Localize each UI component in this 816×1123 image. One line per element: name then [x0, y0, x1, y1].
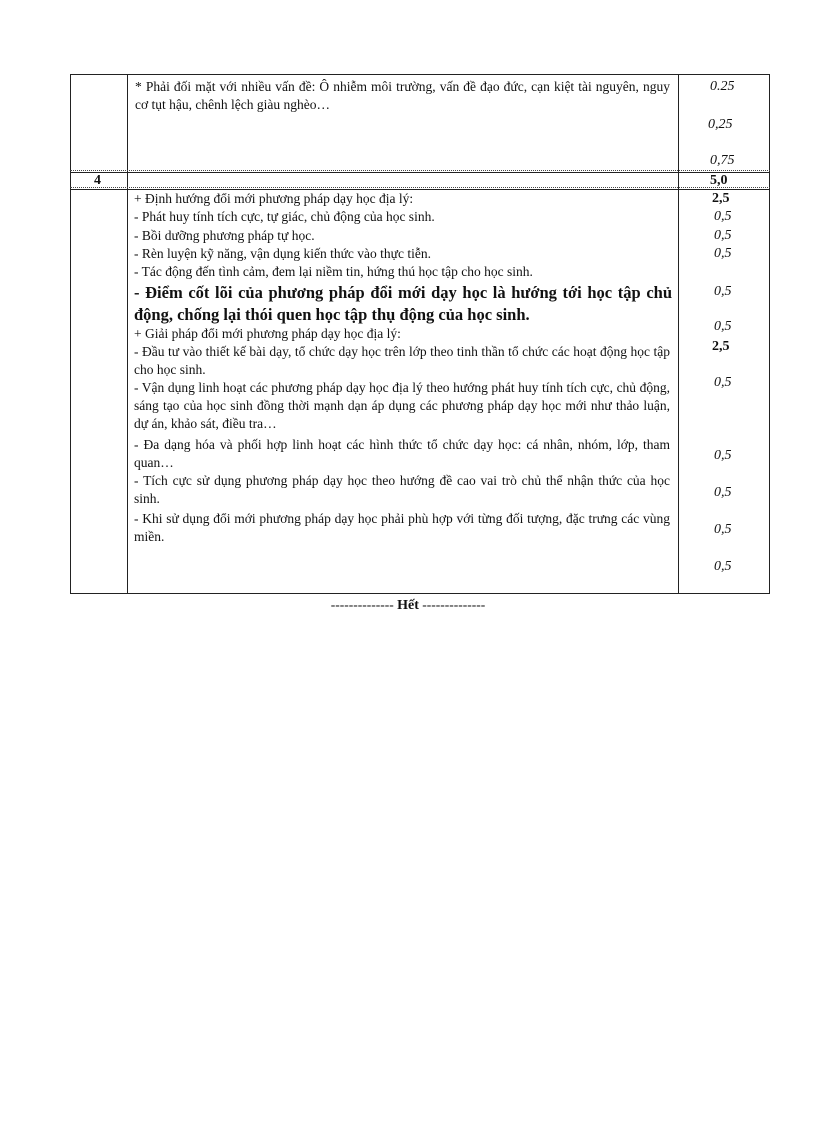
- score-item: 0,5: [714, 246, 732, 261]
- orientation-item: - Rèn luyện kỹ năng, vận dụng kiến thức vào thực tiễn.: [134, 246, 431, 261]
- column-divider-1: [127, 74, 128, 594]
- score-item: 0,5: [714, 209, 732, 224]
- orientation-item: - Tác động đến tình cảm, đem lại niềm tin, hứng thú học tập cho học sinh.: [134, 264, 533, 279]
- score-item: 0,5: [714, 559, 732, 574]
- score-solution-total: 2,5: [712, 339, 730, 354]
- question-number: 4: [94, 173, 101, 188]
- row3-score-2: 0,25: [708, 117, 733, 132]
- score-item: 0,5: [714, 448, 732, 463]
- solution-item: - Vận dụng linh hoạt các phương pháp dạy học địa lý theo hướng phát huy tính tích cực, chủ động, sáng tạo của học sinh đồng thời mạnh dạn áp dụng các phương pháp dạy học mới như thảo luận, dự án, khảo sát, điều tra…: [134, 380, 670, 431]
- solution-item: - Khi sử dụng đổi mới phương pháp dạy học phải phù hợp với từng đối tượng, đặc trưng các vùng miền.: [134, 511, 670, 544]
- score-item: 0,5: [714, 228, 732, 243]
- end-marker: [0, 597, 816, 614]
- row3-score-1: 0.25: [710, 79, 735, 94]
- solution-item: - Đa dạng hóa và phối hợp linh hoạt các hình thức tổ chức dạy học: cá nhân, nhóm, lớp, tham quan…: [134, 437, 670, 470]
- question-total-score: 5,0: [710, 173, 728, 188]
- score-item: 0,5: [714, 485, 732, 500]
- score-item: 0,5: [714, 284, 732, 299]
- score-orientation-total: 2,5: [712, 191, 730, 206]
- core-point-text: - Điểm cốt lõi của phương pháp đổi mới dạy học là hướng tới học tập chủ động, chống lại thói quen học tập thụ động của học sinh.: [134, 283, 672, 324]
- score-item: 0,5: [714, 375, 732, 390]
- solution-heading: + Giải pháp đổi mới phương pháp dạy học địa lý:: [134, 326, 401, 341]
- orientation-item: - Phát huy tính tích cực, tự giác, chủ động của học sinh.: [134, 209, 435, 224]
- row-divider-top-solid: [70, 172, 770, 173]
- end-dashes-left: --------------: [330, 597, 394, 612]
- row3-text: * Phải đối mặt với nhiều vấn đề: Ô nhiễm môi trường, vấn đề đạo đức, cạn kiệt tài nguyên, nguy cơ tụt hậu, chênh lệch giàu nghèo…: [135, 79, 670, 112]
- orientation-heading: + Định hướng đổi mới phương pháp dạy học địa lý:: [134, 191, 414, 206]
- end-word: Hết: [397, 598, 419, 613]
- row-divider-top: [70, 170, 770, 171]
- orientation-item: - Bồi dưỡng phương pháp tự học.: [134, 228, 315, 243]
- column-divider-2: [678, 74, 679, 594]
- score-item: 0,5: [714, 522, 732, 537]
- score-item: 0,5: [714, 319, 732, 334]
- row-divider-bottom: [70, 187, 770, 188]
- end-dashes-right: --------------: [422, 597, 486, 612]
- solution-item: - Đầu tư vào thiết kế bài dạy, tổ chức dạy học trên lớp theo tinh thần tổ chức các hoạt động học tập cho học sinh.: [134, 344, 670, 377]
- solution-item: - Tích cực sử dụng phương pháp dạy học theo hướng đề cao vai trò chủ thể nhận thức của học sinh.: [134, 473, 670, 506]
- row3-score-3: 0,75: [710, 153, 735, 168]
